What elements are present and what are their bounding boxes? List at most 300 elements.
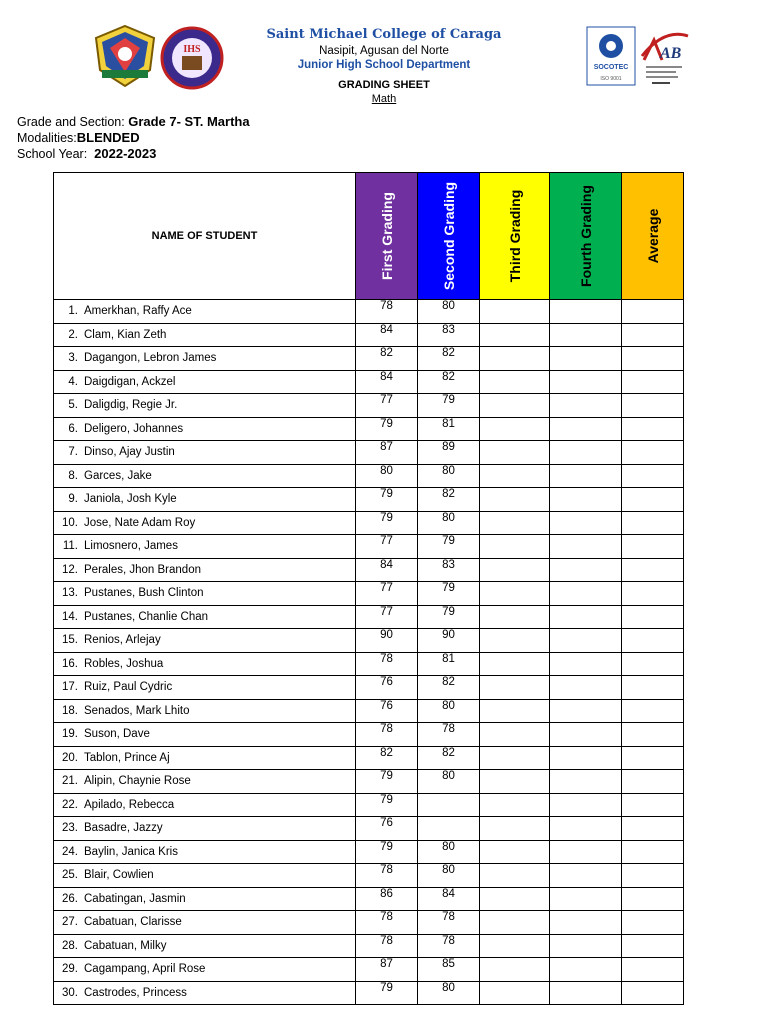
fourth-grading-cell (550, 981, 622, 1005)
fourth-grading-cell (550, 535, 622, 559)
second-grading-cell: 83 (418, 558, 480, 582)
student-name-cell (54, 582, 356, 606)
student-name: Cabatingan, Jasmin (84, 892, 186, 905)
average-cell (622, 629, 684, 653)
student-name-cell (54, 652, 356, 676)
student-name-cell (54, 464, 356, 488)
fourth-grading-cell (550, 629, 622, 653)
student-name: Apilado, Rebecca (84, 798, 175, 811)
table-header-row (54, 173, 684, 300)
average-cell (622, 441, 684, 465)
student-name: Daligdig, Regie Jr. (84, 399, 178, 412)
student-name: Jose, Nate Adam Roy (84, 516, 196, 529)
first-grading-cell: 78 (356, 723, 418, 747)
table-row (54, 958, 684, 982)
student-name: Cagampang, April Rose (84, 963, 206, 976)
grade-section-value: Grade 7- ST. Martha (128, 114, 250, 129)
average-cell (622, 488, 684, 512)
average-label: Average (644, 208, 661, 264)
student-name-cell (54, 347, 356, 371)
row-number: 17. (62, 681, 78, 694)
second-grading-header (418, 173, 480, 300)
average-header (622, 173, 684, 300)
row-number: 6. (68, 422, 78, 435)
second-grading-cell: 89 (418, 441, 480, 465)
second-grading-cell: 82 (418, 347, 480, 371)
table-row (54, 347, 684, 371)
student-name: Limosnero, James (84, 540, 178, 553)
student-name-cell (54, 323, 356, 347)
third-grading-cell (480, 441, 550, 465)
fourth-grading-cell (550, 723, 622, 747)
third-grading-cell (480, 817, 550, 841)
student-name: Castrodes, Princess (84, 986, 187, 999)
fourth-grading-cell (550, 370, 622, 394)
table-row (54, 441, 684, 465)
average-cell (622, 864, 684, 888)
grades-table (53, 172, 684, 1005)
third-grading-cell (480, 629, 550, 653)
fourth-grading-cell (550, 911, 622, 935)
school-name: Saint Michael College of Caraga (266, 27, 502, 42)
average-cell (622, 652, 684, 676)
second-grading-cell (418, 817, 480, 841)
table-row (54, 605, 684, 629)
student-name-cell (54, 629, 356, 653)
row-number: 1. (68, 305, 78, 318)
table-row (54, 323, 684, 347)
student-name-cell (54, 676, 356, 700)
fourth-grading-cell (550, 582, 622, 606)
student-name: Janiola, Josh Kyle (84, 493, 177, 506)
row-number: 5. (68, 399, 78, 412)
fourth-grading-cell (550, 558, 622, 582)
student-name: Cabatuan, Milky (84, 939, 167, 952)
student-name: Baylin, Janica Kris (84, 845, 178, 858)
second-grading-cell: 80 (418, 770, 480, 794)
row-number: 18. (62, 704, 78, 717)
first-grading-cell: 76 (356, 699, 418, 723)
row-number: 9. (68, 493, 78, 506)
third-grading-cell (480, 746, 550, 770)
name-column-header: NAME OF STUDENT (54, 173, 356, 300)
student-name: Clam, Kian Zeth (84, 328, 167, 341)
average-cell (622, 582, 684, 606)
second-grading-cell: 79 (418, 605, 480, 629)
second-grading-cell: 82 (418, 746, 480, 770)
student-name-cell (54, 911, 356, 935)
table-row (54, 300, 684, 324)
student-name: Pustanes, Bush Clinton (84, 587, 204, 600)
third-grading-cell (480, 488, 550, 512)
fourth-grading-cell (550, 511, 622, 535)
sheet-title: GRADING SHEET (338, 79, 430, 91)
fourth-grading-cell (550, 300, 622, 324)
first-grading-cell: 77 (356, 394, 418, 418)
first-grading-cell: 84 (356, 323, 418, 347)
student-name: Deligero, Johannes (84, 422, 184, 435)
first-grading-header (356, 173, 418, 300)
average-cell (622, 817, 684, 841)
table-row (54, 723, 684, 747)
first-grading-cell: 79 (356, 793, 418, 817)
fourth-grading-header (550, 173, 622, 300)
first-grading-cell: 84 (356, 370, 418, 394)
average-cell (622, 370, 684, 394)
second-grading-label: Second Grading (440, 181, 457, 291)
school-year-label: School Year: (17, 147, 88, 161)
second-grading-cell: 80 (418, 864, 480, 888)
third-grading-cell (480, 323, 550, 347)
table-row (54, 652, 684, 676)
first-grading-cell: 80 (356, 464, 418, 488)
second-grading-cell: 80 (418, 511, 480, 535)
row-number: 11. (62, 540, 78, 553)
average-cell (622, 793, 684, 817)
student-name: Ruiz, Paul Cydric (84, 681, 173, 694)
fourth-grading-label: Fourth Grading (577, 185, 594, 287)
table-row (54, 840, 684, 864)
student-name: Dagangon, Lebron James (84, 352, 217, 365)
fourth-grading-cell (550, 347, 622, 371)
third-grading-cell (480, 770, 550, 794)
row-number: 28. (62, 939, 78, 952)
student-name-cell (54, 864, 356, 888)
student-name-cell (54, 558, 356, 582)
table-row (54, 676, 684, 700)
student-name: Daigdigan, Ackzel (84, 375, 176, 388)
subject-name: Math (371, 93, 397, 105)
student-name-cell (54, 417, 356, 441)
first-grading-cell: 79 (356, 840, 418, 864)
student-name-cell (54, 840, 356, 864)
third-grading-cell (480, 934, 550, 958)
row-number: 21. (62, 775, 78, 788)
table-row (54, 370, 684, 394)
student-name-cell (54, 511, 356, 535)
third-grading-cell (480, 582, 550, 606)
row-number: 4. (68, 375, 78, 388)
row-number: 7. (68, 446, 78, 459)
fourth-grading-cell (550, 934, 622, 958)
third-grading-cell (480, 958, 550, 982)
table-row (54, 887, 684, 911)
second-grading-cell: 82 (418, 676, 480, 700)
third-grading-cell (480, 864, 550, 888)
student-name: Blair, Cowlien (84, 869, 154, 882)
table-row (54, 511, 684, 535)
second-grading-cell: 80 (418, 300, 480, 324)
row-number: 27. (62, 916, 78, 929)
row-number: 23. (62, 822, 78, 835)
table-row (54, 746, 684, 770)
second-grading-cell: 82 (418, 488, 480, 512)
table-row (54, 558, 684, 582)
average-cell (622, 934, 684, 958)
student-name-cell (54, 817, 356, 841)
table-row (54, 911, 684, 935)
third-grading-cell (480, 840, 550, 864)
average-cell (622, 699, 684, 723)
average-cell (622, 723, 684, 747)
row-number: 30. (62, 986, 78, 999)
row-number: 3. (68, 352, 78, 365)
second-grading-cell: 82 (418, 370, 480, 394)
modalities-value: BLENDED (76, 130, 140, 145)
student-name-cell (54, 488, 356, 512)
third-grading-cell (480, 699, 550, 723)
second-grading-cell: 78 (418, 723, 480, 747)
first-grading-cell: 78 (356, 652, 418, 676)
student-name-cell (54, 723, 356, 747)
student-name-cell (54, 535, 356, 559)
first-grading-cell: 78 (356, 864, 418, 888)
average-cell (622, 605, 684, 629)
table-row (54, 981, 684, 1005)
table-row (54, 793, 684, 817)
student-name: Robles, Joshua (84, 657, 164, 670)
first-grading-cell: 78 (356, 911, 418, 935)
student-name-cell (54, 441, 356, 465)
first-grading-cell: 78 (356, 300, 418, 324)
row-number: 24. (62, 845, 78, 858)
row-number: 16. (62, 657, 78, 670)
row-number: 14. (62, 610, 78, 623)
first-grading-cell: 76 (356, 676, 418, 700)
second-grading-cell: 80 (418, 840, 480, 864)
third-grading-cell (480, 676, 550, 700)
third-grading-cell (480, 723, 550, 747)
average-cell (622, 511, 684, 535)
first-grading-cell: 78 (356, 934, 418, 958)
third-grading-cell (480, 605, 550, 629)
average-cell (622, 981, 684, 1005)
fourth-grading-cell (550, 441, 622, 465)
average-cell (622, 770, 684, 794)
second-grading-cell: 84 (418, 887, 480, 911)
row-number: 20. (62, 751, 78, 764)
modalities-line (17, 130, 140, 145)
fourth-grading-cell (550, 793, 622, 817)
student-name: Cabatuan, Clarisse (84, 916, 182, 929)
second-grading-cell: 78 (418, 911, 480, 935)
student-name: Perales, Jhon Brandon (84, 563, 201, 576)
row-number: 2. (68, 328, 78, 341)
table-row (54, 934, 684, 958)
school-year-line (17, 146, 156, 161)
fourth-grading-cell (550, 652, 622, 676)
first-grading-label: First Grading (378, 192, 395, 280)
socotec-iso-text: ISO 9001 (600, 76, 622, 82)
table-row (54, 535, 684, 559)
first-grading-cell: 82 (356, 746, 418, 770)
average-cell (622, 323, 684, 347)
fourth-grading-cell (550, 770, 622, 794)
table-row (54, 417, 684, 441)
third-grading-cell (480, 347, 550, 371)
student-name: Senados, Mark Lhito (84, 704, 190, 717)
fourth-grading-cell (550, 887, 622, 911)
first-grading-cell: 79 (356, 417, 418, 441)
third-grading-cell (480, 417, 550, 441)
third-grading-cell (480, 887, 550, 911)
school-year-value: 2022-2023 (94, 146, 157, 161)
row-number: 26. (62, 892, 78, 905)
third-grading-cell (480, 300, 550, 324)
first-grading-cell: 77 (356, 535, 418, 559)
average-cell (622, 887, 684, 911)
table-row (54, 394, 684, 418)
first-grading-cell: 79 (356, 770, 418, 794)
department-name: Junior High School Department (297, 59, 471, 71)
average-cell (622, 911, 684, 935)
fourth-grading-cell (550, 323, 622, 347)
second-grading-cell: 79 (418, 535, 480, 559)
first-grading-cell: 87 (356, 958, 418, 982)
student-name-cell (54, 394, 356, 418)
table-row (54, 699, 684, 723)
fourth-grading-cell (550, 394, 622, 418)
third-grading-cell (480, 652, 550, 676)
first-grading-cell: 77 (356, 582, 418, 606)
average-cell (622, 417, 684, 441)
third-grading-cell (480, 793, 550, 817)
student-name: Dinso, Ajay Justin (84, 446, 175, 459)
student-name-cell (54, 770, 356, 794)
average-cell (622, 535, 684, 559)
second-grading-cell: 80 (418, 981, 480, 1005)
first-grading-cell: 76 (356, 817, 418, 841)
student-name: Pustanes, Chanlie Chan (84, 610, 209, 623)
first-grading-cell: 90 (356, 629, 418, 653)
row-number: 13. (62, 587, 78, 600)
second-grading-cell: 85 (418, 958, 480, 982)
table-row (54, 629, 684, 653)
table-row (54, 817, 684, 841)
first-grading-cell: 79 (356, 488, 418, 512)
row-number: 19. (62, 728, 78, 741)
fourth-grading-cell (550, 488, 622, 512)
first-grading-cell: 79 (356, 511, 418, 535)
table-row (54, 864, 684, 888)
third-grading-cell (480, 511, 550, 535)
modalities-label: Modalities: (17, 131, 77, 145)
first-grading-cell: 86 (356, 887, 418, 911)
first-grading-cell: 79 (356, 981, 418, 1005)
average-cell (622, 300, 684, 324)
row-number: 15. (62, 634, 78, 647)
second-grading-cell: 81 (418, 652, 480, 676)
average-cell (622, 746, 684, 770)
fourth-grading-cell (550, 746, 622, 770)
average-cell (622, 840, 684, 864)
second-grading-cell: 83 (418, 323, 480, 347)
row-number: 25. (62, 869, 78, 882)
first-grading-cell: 84 (356, 558, 418, 582)
fourth-grading-cell (550, 676, 622, 700)
fourth-grading-cell (550, 417, 622, 441)
grade-section-line (17, 114, 250, 129)
row-number: 10. (62, 516, 78, 529)
school-address: Nasipit, Agusan del Norte (319, 45, 449, 57)
table-row (54, 488, 684, 512)
socotec-text: SOCOTEC (593, 64, 629, 71)
second-grading-cell: 80 (418, 464, 480, 488)
second-grading-cell: 79 (418, 394, 480, 418)
third-grading-label: Third Grading (506, 189, 523, 283)
second-grading-cell: 79 (418, 582, 480, 606)
ab-logo-text: AB (660, 45, 682, 62)
first-grading-cell: 87 (356, 441, 418, 465)
student-name-cell (54, 887, 356, 911)
student-name-cell (54, 300, 356, 324)
fourth-grading-cell (550, 864, 622, 888)
row-number: 8. (68, 469, 78, 482)
average-cell (622, 958, 684, 982)
third-grading-cell (480, 535, 550, 559)
student-name-cell (54, 981, 356, 1005)
third-grading-cell (480, 981, 550, 1005)
third-grading-cell (480, 464, 550, 488)
row-number: 22. (62, 798, 78, 811)
table-row (54, 770, 684, 794)
average-cell (622, 347, 684, 371)
table-row (54, 582, 684, 606)
student-name-cell (54, 605, 356, 629)
first-grading-cell: 82 (356, 347, 418, 371)
average-cell (622, 394, 684, 418)
fourth-grading-cell (550, 817, 622, 841)
student-name-cell (54, 746, 356, 770)
second-grading-cell: 90 (418, 629, 480, 653)
row-number: 29. (62, 963, 78, 976)
third-grading-cell (480, 394, 550, 418)
fourth-grading-cell (550, 464, 622, 488)
student-name-cell (54, 934, 356, 958)
ihs-logo-text: IHS (183, 44, 201, 55)
third-grading-cell (480, 370, 550, 394)
second-grading-cell (418, 793, 480, 817)
student-name: Alipin, Chaynie Rose (84, 775, 191, 788)
student-name: Tablon, Prince Aj (84, 751, 170, 764)
table-row (54, 464, 684, 488)
average-cell (622, 558, 684, 582)
student-name: Amerkhan, Raffy Ace (84, 305, 192, 318)
second-grading-cell: 78 (418, 934, 480, 958)
grades-table-body (54, 300, 684, 1005)
fourth-grading-cell (550, 958, 622, 982)
student-name: Suson, Dave (84, 728, 150, 741)
fourth-grading-cell (550, 840, 622, 864)
student-name-cell (54, 370, 356, 394)
student-name: Basadre, Jazzy (84, 822, 163, 835)
third-grading-cell (480, 558, 550, 582)
student-name: Renios, Arlejay (84, 634, 161, 647)
third-grading-header (480, 173, 550, 300)
second-grading-cell: 80 (418, 699, 480, 723)
fourth-grading-cell (550, 699, 622, 723)
student-name: Garces, Jake (84, 469, 152, 482)
third-grading-cell (480, 911, 550, 935)
student-name-cell (54, 699, 356, 723)
row-number: 12. (62, 563, 78, 576)
student-name-cell (54, 958, 356, 982)
grade-section-label: Grade and Section: (17, 115, 125, 129)
first-grading-cell: 77 (356, 605, 418, 629)
fourth-grading-cell (550, 605, 622, 629)
second-grading-cell: 81 (418, 417, 480, 441)
average-cell (622, 676, 684, 700)
